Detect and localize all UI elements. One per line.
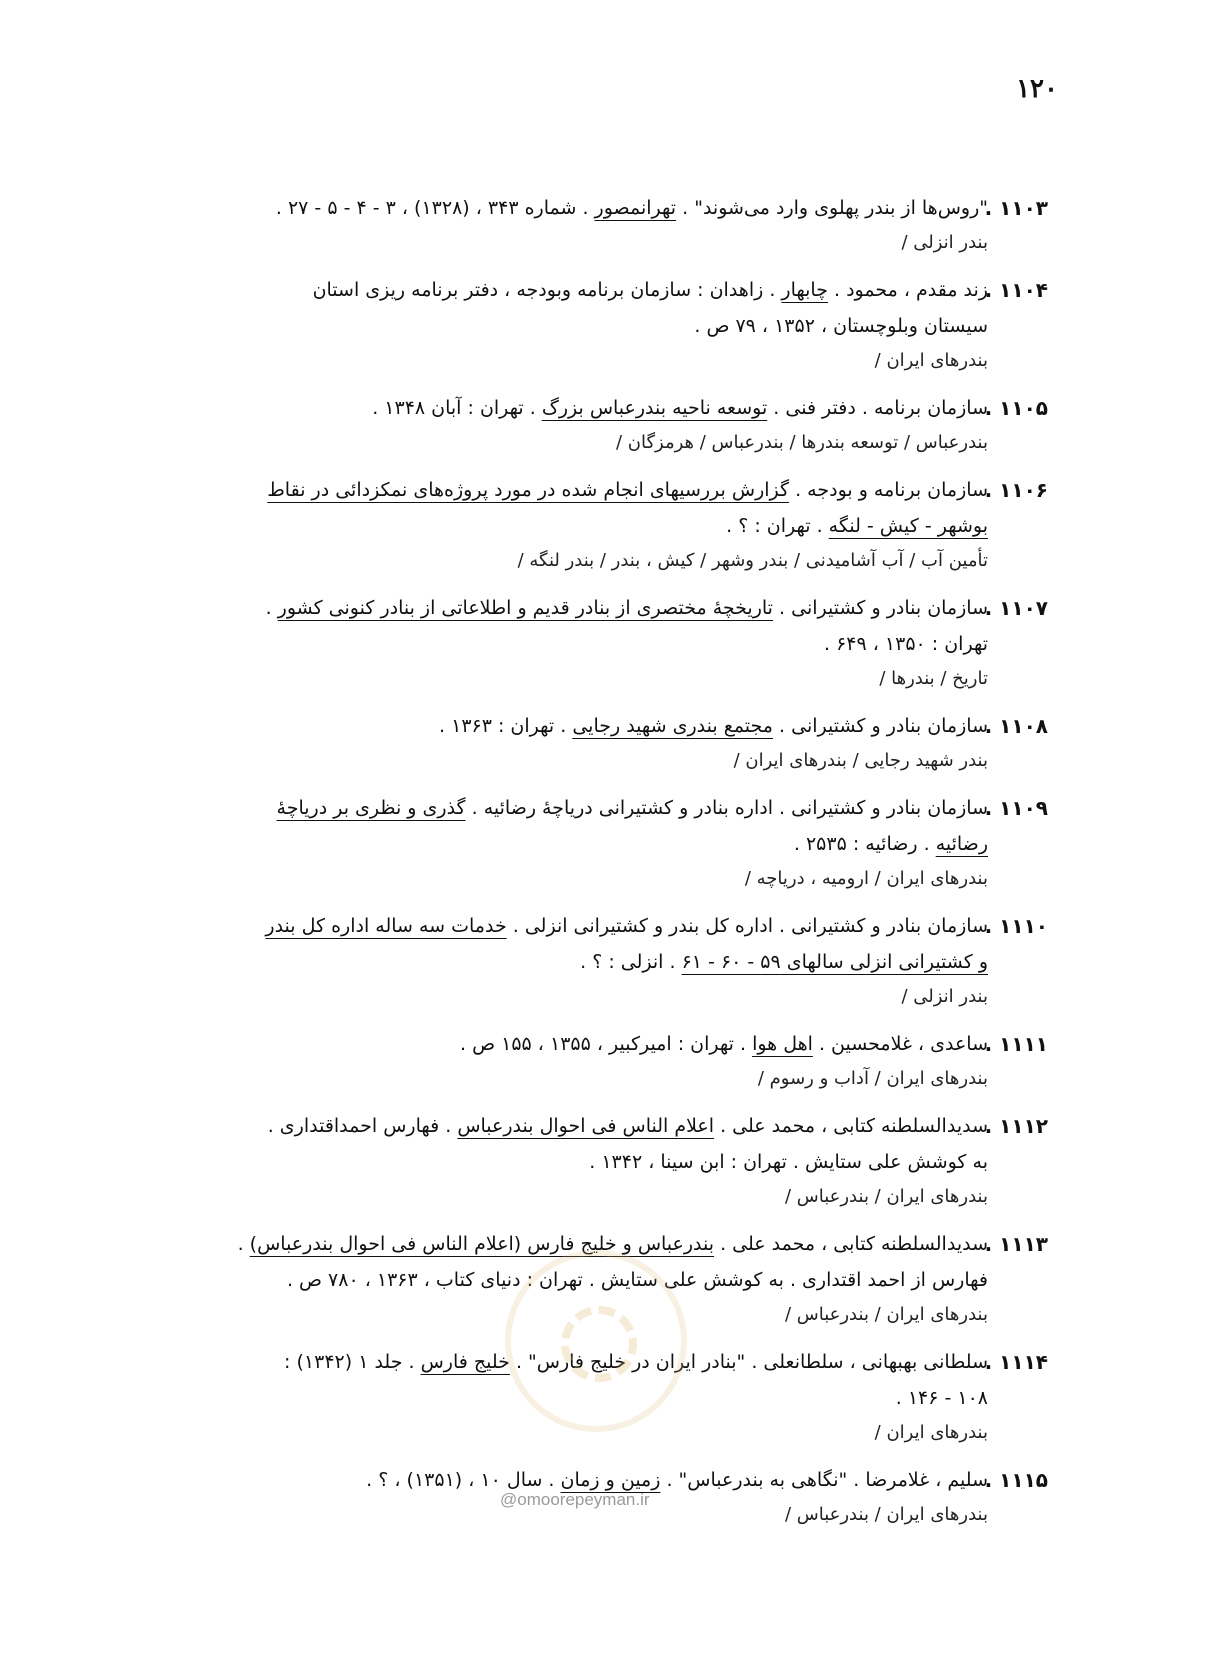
entry-line [188, 1026, 988, 1062]
entry-text: سازمان برنامه . دفتر فنی . [767, 397, 988, 419]
entry-subject: بندرهای ایران / بندرعباس / [784, 1186, 988, 1207]
entry-text: . [265, 597, 278, 619]
entry-text: . رضائیه : ۲۵۳۵ . [793, 833, 936, 855]
entry-text: فهارس از احمد اقتداری . به کوشش علی ستایش . تهران : دنیای کتاب ، ۱۳۶۳ ، ۷۸۰ ص . [286, 1269, 988, 1291]
entry-line [188, 390, 988, 426]
entry-subject: بندرهای ایران / ارومیه ، دریاچه / [744, 868, 988, 889]
entry-text: سدیدالسلطنه کتابی ، محمد علی . [714, 1233, 988, 1255]
entry-line [188, 790, 988, 826]
entry-line [188, 590, 988, 626]
gear-icon [561, 1306, 637, 1382]
entry-text: . زاهدان : سازمان برنامه وبودجه ، دفتر برنامه ریزی استان [312, 279, 782, 301]
entry-number: ۱۱۰۳ . [984, 196, 1048, 220]
bibliography-entry [188, 472, 1048, 578]
entry-subject: بندر انزلی / [901, 986, 988, 1007]
entry-text: . فهارس احمداقتداری . [267, 1115, 458, 1137]
entry-title-underlined: تهرانمصور [594, 197, 677, 219]
entry-title-underlined: زمین و زمان [560, 1469, 661, 1491]
entry-line [188, 708, 988, 744]
entry-line [188, 908, 988, 944]
entry-text: . تهران : ؟ . [726, 515, 829, 537]
entry-number: ۱۱۱۴ . [984, 1350, 1048, 1374]
bibliography-entry [188, 190, 1048, 260]
entry-text: به کوشش علی ستایش . تهران : ابن سینا ، ۱۳۴۲ . [589, 1151, 988, 1173]
bibliography-entry [188, 390, 1048, 460]
entry-subject: تاریخ / بندرها / [879, 668, 988, 689]
entry-subject: بندرهای ایران / [874, 1422, 988, 1443]
entry-title-underlined: بندرعباس و خلیج فارس (اعلام الناس فی احوال بندرعباس) [249, 1233, 715, 1255]
entry-number: ۱۱۰۵ . [984, 396, 1048, 420]
bibliography-entry [188, 1108, 1048, 1214]
entry-text: . شماره ۳۴۳ ، (۱۳۲۸) ، ۳ - ۴ - ۵ - ۲۷ . [275, 197, 595, 219]
bibliography-entry [188, 908, 1048, 1014]
entry-title-underlined: چابهار [781, 279, 828, 301]
entry-subject: بندرهای ایران / [874, 350, 988, 371]
entry-line [188, 508, 988, 544]
entry-line [188, 190, 988, 226]
entry-line [188, 1108, 988, 1144]
entry-text: سیستان وبلوچستان ، ۱۳۵۲ ، ۷۹ ص . [694, 315, 988, 337]
entry-title-underlined: مجتمع بندری شهید رجایی [572, 715, 773, 737]
entry-text: تهران : ۱۳۵۰ ، ۶۴۹ . [823, 633, 988, 655]
entry-text: سدیدالسلطنه کتابی ، محمد علی . [714, 1115, 988, 1137]
entry-line [188, 944, 988, 980]
entry-subject: بندرهای ایران / بندرعباس / [784, 1304, 988, 1325]
entry-number: ۱۱۰۷ . [984, 596, 1048, 620]
entry-text: . تهران : ۱۳۶۳ . [439, 715, 573, 737]
entry-title-underlined: خلیج فارس [420, 1351, 510, 1373]
entry-title-underlined: اعلام الناس فی احوال بندرعباس [457, 1115, 715, 1137]
entry-text: سلیم ، غلامرضا . "نگاهی به بندرعباس" . [660, 1469, 988, 1491]
bibliography-entry [188, 708, 1048, 778]
entry-text: ساعدی ، غلامحسین . [812, 1033, 988, 1055]
entry-title-underlined: گزارش بررسیهای انجام شده در مورد پروژه‌های نمکزدائی در نقاط [267, 479, 790, 501]
entry-text: زند مقدم ، محمود . [827, 279, 988, 301]
entry-text: . تهران : امیرکبیر ، ۱۳۵۵ ، ۱۵۵ ص . [460, 1033, 753, 1055]
entry-text: سازمان برنامه و بودجه . [789, 479, 988, 501]
entry-text: سازمان بنادر و کشتیرانی . اداره کل بندر و کشتیرانی انزلی . [506, 915, 988, 937]
bibliography-entry [188, 590, 1048, 696]
entry-line [188, 826, 988, 862]
watermark-text: @omoorepeyman.ir [500, 1490, 650, 1509]
entry-number: ۱۱۰۹ . [984, 796, 1048, 820]
entry-text: . تهران : آبان ۱۳۴۸ . [372, 397, 542, 419]
entry-title-underlined: توسعه ناحیه بندرعباس بزرگ [541, 397, 768, 419]
entry-text: "روس‌ها از بندر پهلوی وارد می‌شوند" . [676, 197, 988, 219]
bibliography-entry [188, 272, 1048, 378]
entry-line [188, 272, 988, 308]
entry-text: . انزلی : ؟ . [580, 951, 682, 973]
entry-title-underlined: و کشتیرانی انزلی سالهای ۵۹ - ۶۰ - ۶۱ [681, 951, 988, 973]
bibliography-entry [188, 1026, 1048, 1096]
entry-title-underlined: رضائیه [935, 833, 988, 855]
entry-text: ۱۰۸ - ۱۴۶ . [895, 1387, 988, 1409]
entry-number: ۱۱۱۰ . [984, 914, 1048, 938]
bibliography-entry [188, 790, 1048, 896]
entry-text: . جلد ۱ (۱۳۴۲) : [284, 1351, 421, 1373]
entry-subject: بندرهای ایران / بندرعباس / [784, 1504, 988, 1525]
entry-text: . [237, 1233, 250, 1255]
entry-text: سلطانی بهبهانی ، سلطانعلی . "بنادر ایران در خلیج فارس" . [509, 1351, 988, 1373]
entry-text: سازمان بنادر و کشتیرانی . اداره بنادر و کشتیرانی دریاچه‌ٔ رضائیه . [465, 797, 988, 819]
entry-subject: تأمین آب / آب آشامیدنی / بندر وشهر / کیش ، بندر / بندر لنگه / [517, 550, 988, 571]
entry-subject: بندرهای ایران / آداب و رسوم / [757, 1068, 988, 1089]
entry-text: سازمان بنادر و کشتیرانی . [772, 715, 988, 737]
entry-title-underlined: اهل هوا [752, 1033, 813, 1055]
entry-subject: بندر شهید رجایی / بندرهای ایران / [733, 750, 988, 771]
entry-number: ۱۱۱۱ . [984, 1032, 1048, 1056]
entry-text: . سال ۱۰ ، (۱۳۵۱) ، ؟ . [366, 1469, 561, 1491]
entry-line [188, 626, 988, 662]
entry-line [188, 472, 988, 508]
entry-title-underlined: خدمات سه ساله اداره کل بندر [265, 915, 507, 937]
entry-text: سازمان بنادر و کشتیرانی . [772, 597, 988, 619]
page-number: ۱۲۰ [1016, 74, 1058, 104]
entry-number: ۱۱۱۵ . [984, 1468, 1048, 1492]
entry-subject: بندرعباس / توسعه بندرها / بندرعباس / هرمزگان / [615, 432, 988, 453]
entry-number: ۱۱۱۳ . [984, 1232, 1048, 1256]
entry-title-underlined: تاریخچه‌ٔ مختصری از بنادر قدیم و اطلاعاتی از بنادر کنونی کشور [277, 597, 773, 619]
entry-number: ۱۱۰۸ . [984, 714, 1048, 738]
entry-line [188, 308, 988, 344]
entry-subject: بندر انزلی / [901, 232, 988, 253]
entry-number: ۱۱۰۴ . [984, 278, 1048, 302]
entry-line [188, 1144, 988, 1180]
entry-number: ۱۱۰۶ . [984, 478, 1048, 502]
entry-title-underlined: بوشهر - کیش - لنگه [828, 515, 988, 537]
watermark-logo [505, 1250, 687, 1432]
entry-title-underlined: گذری و نظری بر دریاچه‌ٔ [276, 797, 466, 819]
entry-number: ۱۱۱۲ . [984, 1114, 1048, 1138]
